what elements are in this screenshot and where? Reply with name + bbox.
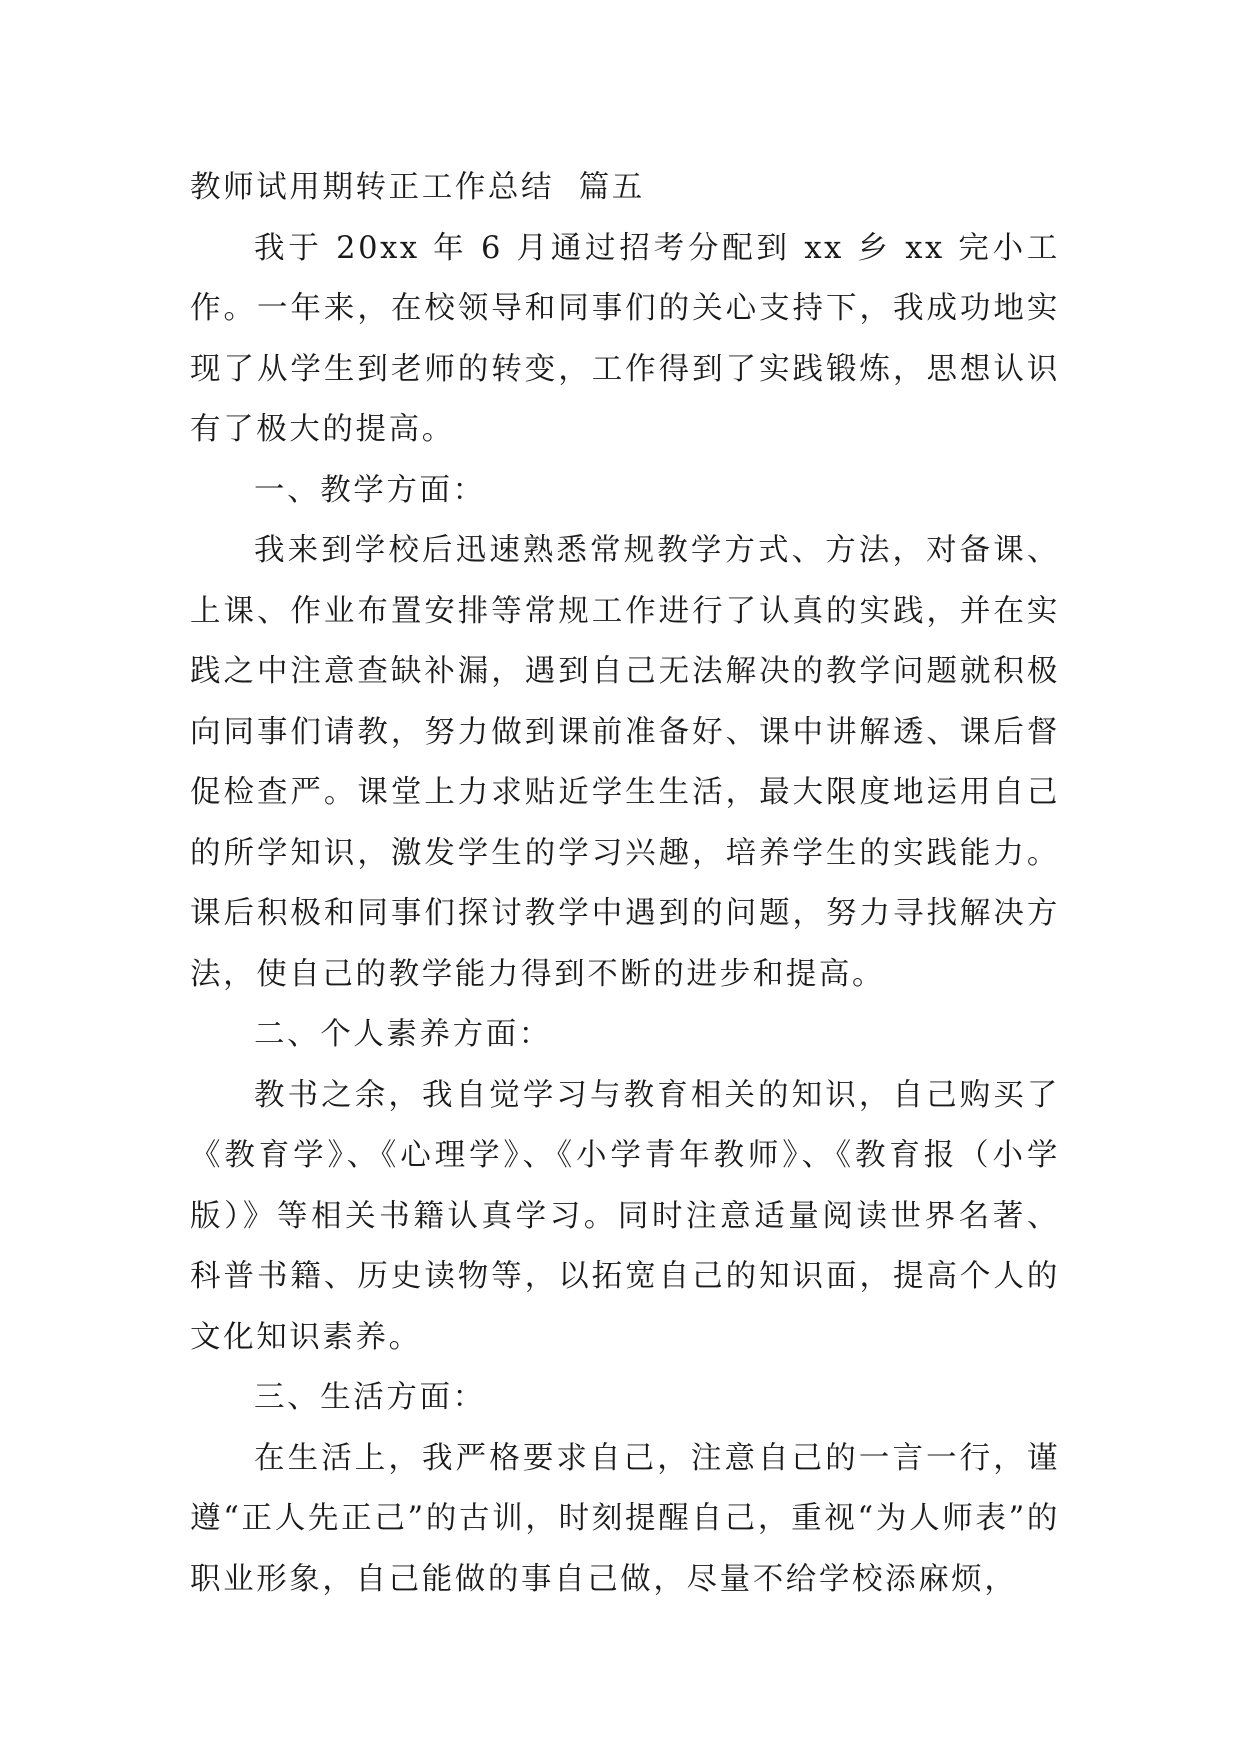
- section-heading-personal-quality: 二、个人素养方面：: [254, 1017, 552, 1052]
- paragraph-intro: 我于 20xx 年 6 月通过招考分配到 xx 乡 xx 完小工作。一年来，在校领导和同事们的关心支持下，我成功地实现了从学生到老师的转变，工作得到了实践锻炼，思想认识有了极大的提高。: [190, 230, 1060, 447]
- paragraph-personal-quality: 教书之余，我自觉学习与教育相关的知识，自己购买了《教育学》、《心理学》、《小学青年教师》、《教育报（小学版）》等相关书籍认真学习。同时注意适量阅读世界名著、科普书籍、历史读物等，以拓宽自己的知识面，提高个人的文化知识素养。: [190, 1077, 1060, 1355]
- paragraph-teaching: 我来到学校后迅速熟悉常规教学方式、方法，对备课、上课、作业布置安排等常规工作进行了认真的实践，并在实践之中注意查缺补漏，遇到自己无法解决的教学问题就积极向同事们请教，努力做到课前准备好、课中讲解透、课后督促检查严。课堂上力求贴近学生生活，最大限度地运用自己的所学知识，激发学生的学习兴趣，培养学生的实践能力。课后积极和同事们探讨教学中遇到的问题，努力寻找解决方法，使自己的教学能力得到不断的进步和提高。: [190, 533, 1060, 992]
- section-heading-teaching: 一、教学方面：: [254, 472, 486, 508]
- section-heading-life: 三、生活方面：: [254, 1380, 486, 1415]
- document-title: 教师试用期转正工作总结 篇五: [190, 170, 645, 205]
- paragraph-life: 在生活上，我严格要求自己，注意自己的一言一行，谨遵“正人先正己”的古训，时刻提醒自己，重视“为人师表”的职业形象，自己能做的事自己做，尽量不给学校添麻烦，: [190, 1440, 1060, 1597]
- document-body: [190, 158, 1060, 1610]
